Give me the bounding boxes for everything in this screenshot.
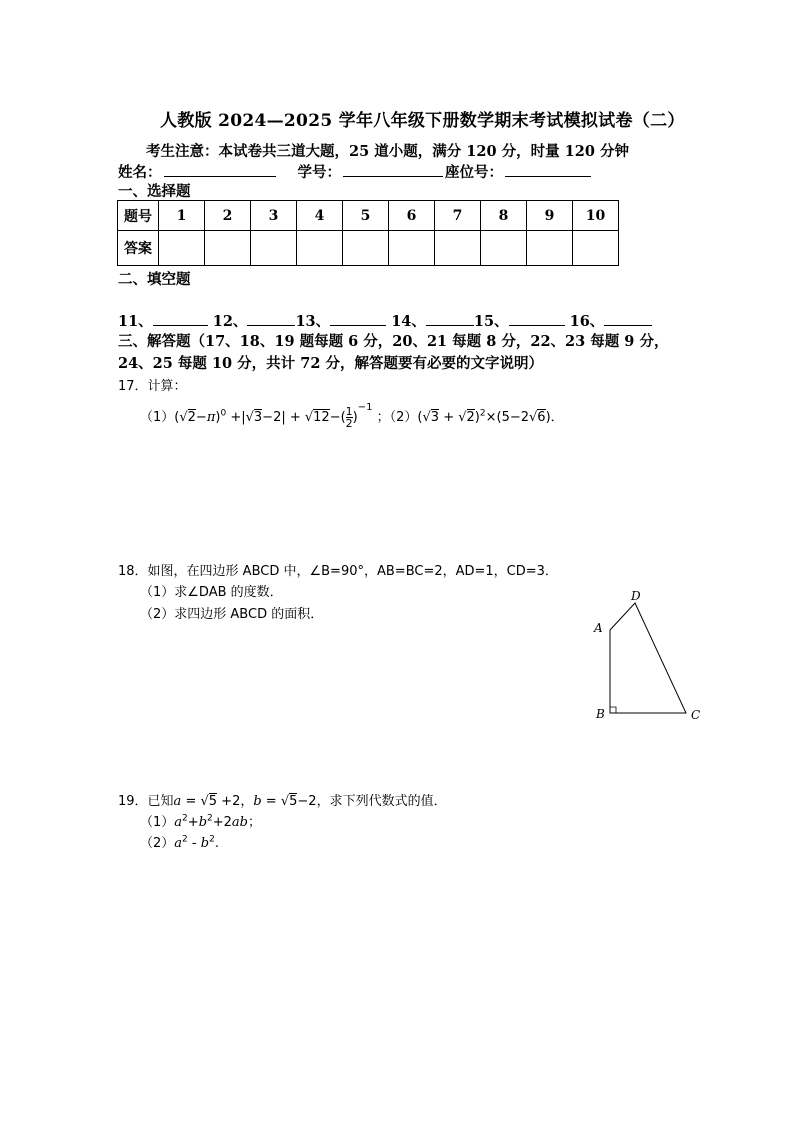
answer-cell[interactable]: [205, 231, 251, 266]
vertex-label-c: C: [691, 708, 701, 722]
section-1-heading: 一、选择题: [118, 183, 191, 200]
section-3-heading-line1: 三、解答题（17、18、19 题每题 6 分，20、21 每题 8 分，22、23 每题 9 分，: [118, 333, 669, 350]
student-info-line: [118, 161, 593, 182]
q17-label: 17．计算：: [118, 379, 187, 394]
fill-blank[interactable]: [509, 311, 565, 326]
question-number-cell: 8: [481, 201, 527, 231]
question-number-cell: 6: [389, 201, 435, 231]
answer-cell[interactable]: [297, 231, 343, 266]
id-label: 学号：: [297, 164, 341, 181]
answer-cell[interactable]: [343, 231, 389, 266]
q19-part2-line: [140, 832, 219, 851]
fill-in-blanks-line: [118, 310, 652, 331]
question-number-cell: 2: [205, 201, 251, 231]
q17-expression-1: $(√2-\pi)^0 +|√3-2| + √12-$( $\frac{1}{2}$ )$^{-1}$: [174, 401, 373, 430]
answer-cell[interactable]: [573, 231, 619, 266]
section-2-heading: 二、填空题: [118, 271, 191, 288]
section-3-heading-line2: 24、25 每题 10 分，共计 72 分，解答题要有必要的文字说明）: [118, 355, 543, 372]
fill-blank[interactable]: [604, 311, 652, 326]
vertex-label-b: B: [596, 707, 605, 721]
q17-expression-2: $(√3 + √2)^2\times(5-2√6)$．: [417, 408, 564, 425]
answer-table-number-row: [118, 201, 619, 231]
question-number-cell: 10: [573, 201, 619, 231]
exam-title: 人教版 2024—2025 学年八年级下册数学期末考试模拟试卷（二）: [160, 111, 685, 131]
answer-cell[interactable]: [435, 231, 481, 266]
right-angle-marker: [610, 707, 616, 713]
quadrilateral-abcd: [610, 603, 686, 713]
answer-table-row2-label: 答案: [118, 231, 159, 266]
q19-part2-expression: $a^2 - b^2$.: [174, 834, 219, 851]
q19-prefix: 19．已知: [118, 794, 174, 809]
answer-cell[interactable]: [527, 231, 573, 266]
q18-stem: 18．如图，在四边形 ABCD 中，∠B=90°，AB=BC=2，AD=1，CD=3．: [118, 564, 558, 579]
vertex-label-d: D: [631, 589, 641, 603]
question-number-cell: 1: [159, 201, 205, 231]
blank-item-label: 12、: [212, 313, 248, 330]
question-number-cell: 9: [527, 201, 573, 231]
fill-blank[interactable]: [247, 311, 295, 326]
fill-blank[interactable]: [330, 311, 386, 326]
question-number-cell: 7: [435, 201, 481, 231]
answer-table: [117, 200, 619, 266]
question-number-cell: 3: [251, 201, 297, 231]
seat-blank[interactable]: [505, 162, 591, 177]
blank-item-label: 11、: [118, 313, 153, 330]
id-blank[interactable]: [343, 162, 443, 177]
answer-table-row1-label: 题号: [118, 201, 159, 231]
answer-cell[interactable]: [389, 231, 435, 266]
blank-item-label: 13、: [295, 313, 331, 330]
q17-part2-label: ；（2）: [376, 410, 418, 425]
question-number-cell: 5: [343, 201, 389, 231]
q18-part2: （2）求四边形 ABCD 的面积．: [140, 607, 324, 622]
answer-cell[interactable]: [481, 231, 527, 266]
answer-cell[interactable]: [251, 231, 297, 266]
q19-given-values: a = √5 +2，b = √5−2: [173, 794, 317, 809]
q18-quadrilateral-figure: [585, 585, 715, 730]
blank-item-label: 15、: [473, 313, 509, 330]
seat-label: 座位号：: [445, 164, 503, 181]
q18-part1: （1）求∠DAB 的度数．: [140, 585, 283, 600]
blank-item-label: 14、: [391, 313, 426, 330]
question-number-cell: 4: [297, 201, 343, 231]
q19-stem: [118, 790, 447, 809]
exam-notice: 考生注意：本试卷共三道大题，25 道小题，满分 120 分，时量 120 分钟: [146, 143, 629, 160]
q19-part2-label: （2）: [140, 836, 175, 851]
vertex-label-a: A: [594, 621, 603, 635]
fill-blank[interactable]: [426, 311, 474, 326]
answer-cell[interactable]: [159, 231, 205, 266]
name-label: 姓名：: [118, 164, 162, 181]
answer-table-answer-row: [118, 231, 619, 266]
fill-blank[interactable]: [153, 311, 208, 326]
q17-expressions: [140, 401, 564, 430]
q19-part1-line: [140, 811, 261, 830]
name-blank[interactable]: [164, 162, 276, 177]
q19-part1-expression: $a^2+b^2+2ab$；: [174, 813, 262, 830]
q19-part1-label: （1）: [140, 815, 175, 830]
q17-part1-label: （1）: [140, 410, 175, 425]
blank-item-label: 16、: [569, 313, 605, 330]
q19-suffix: ，求下列代数式的值．: [316, 794, 447, 809]
